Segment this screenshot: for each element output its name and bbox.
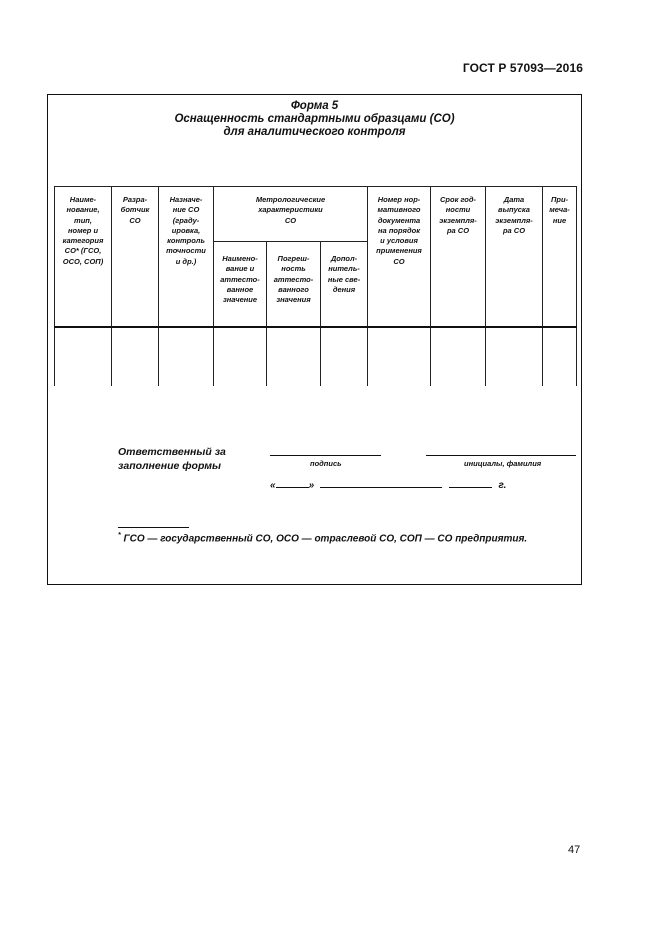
page-number: 47	[568, 844, 581, 856]
header-purpose: Назначе- ние СО (граду- ировка, контроль точности и др.)	[159, 187, 214, 328]
standard-code: ГОСТ Р 57093—2016	[462, 61, 583, 75]
name-line[interactable]	[426, 455, 576, 456]
form-title-line-3: для аналитического контроля	[223, 126, 406, 138]
date-day-field[interactable]	[276, 487, 309, 488]
date-line: « » г.	[270, 480, 507, 491]
table-cell[interactable]	[486, 327, 543, 386]
signature-caption: подпись	[310, 459, 342, 468]
header-developer: Разра- ботчик СО	[112, 187, 159, 328]
form-frame	[47, 94, 582, 585]
table-cell[interactable]	[112, 327, 159, 386]
equipment-table	[54, 186, 577, 386]
form-number: Форма 5	[290, 100, 339, 112]
responsible-label: Ответственный за заполнение формы	[118, 446, 226, 472]
table-cell[interactable]	[543, 327, 577, 386]
header-metrological: Метрологические характеристики СО	[214, 187, 368, 242]
table-cell[interactable]	[431, 327, 486, 386]
footnote-rule	[118, 527, 189, 528]
header-shelf-life: Срок год- ности экземпля- ра СО	[431, 187, 486, 328]
table-cell[interactable]	[159, 327, 214, 386]
signature-line[interactable]	[270, 455, 381, 456]
table-row	[55, 327, 577, 386]
header-metro-additional: Допол- нитель- ные све- дения	[321, 242, 368, 328]
header-name-type: Наиме- нование, тип, номер и категория СО* (ГСО, ОСО, СОП)	[55, 187, 112, 328]
footnote: * ГСО — государственный СО, ОСО — отраслевой СО, СОП — СО предприятия.	[118, 532, 528, 545]
header-metro-error: Погреш- ность аттесто- ванного значения	[267, 242, 321, 328]
name-caption: инициалы, фамилия	[464, 459, 542, 468]
table-cell[interactable]	[55, 327, 112, 386]
header-release-date: Дата выпуска экземпля- ра СО	[486, 187, 543, 328]
header-metro-name-value: Наимено- вание и аттесто- ванное значение	[214, 242, 267, 328]
table-cell[interactable]	[214, 327, 267, 386]
date-month-field[interactable]	[320, 487, 442, 488]
table-cell[interactable]	[321, 327, 368, 386]
table-cell[interactable]	[267, 327, 321, 386]
header-note: При- меча- ние	[543, 187, 577, 328]
table-cell[interactable]	[368, 327, 431, 386]
header-normative-doc: Номер нор- мативного документа на порядок и условия применения СО	[368, 187, 431, 328]
form-title-line-2: Оснащенность стандартными образцами (СО)	[174, 113, 455, 125]
form-title	[48, 100, 581, 139]
date-year-field[interactable]	[449, 487, 492, 488]
